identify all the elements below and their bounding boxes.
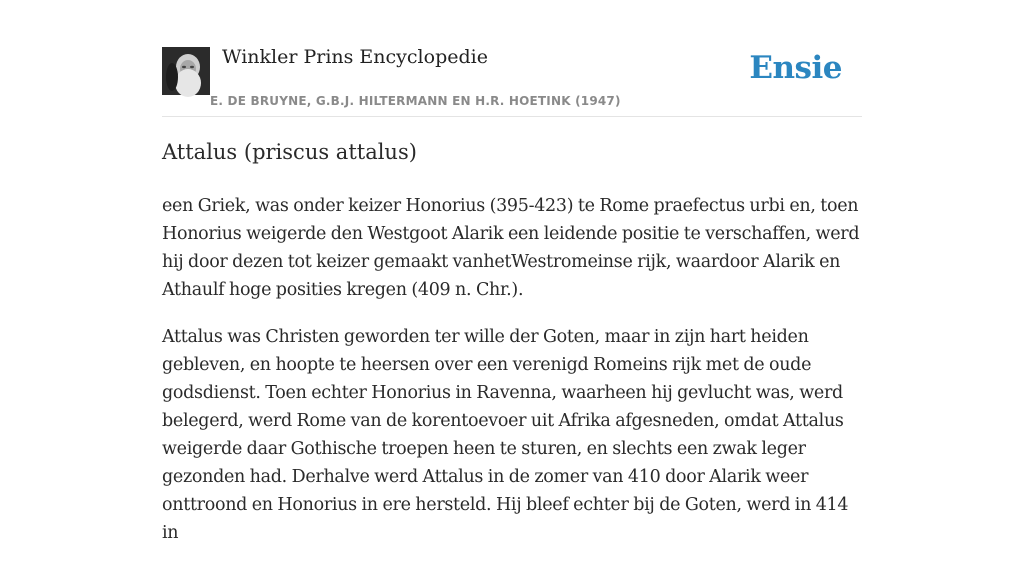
authors-byline: E. DE BRUYNE, G.B.J. HILTERMANN EN H.R. HOETINK (1947) [210, 94, 621, 108]
site-title[interactable]: Winkler Prins Encyclopedie [222, 46, 488, 68]
article-title: Attalus (priscus attalus) [162, 140, 417, 164]
avatar-portrait-icon [162, 47, 210, 95]
article-paragraph: een Griek, was onder keizer Honorius (395-423) te Rome praefectus urbi en, toen Honorius weigerde den Westgoot Alarik een leidende positie te verschaffen, werd hij door dezen tot keizer gemaakt vanhetWestromeinse rijk, waardoor Alarik en Athaulf hoge posities kregen (409 n. Chr.). [162, 196, 860, 300]
article-paragraph: Attalus was Christen geworden ter wille der Goten, maar in zijn hart heiden gebleven, en hoopte te heersen over een verenigd Romeins rijk met de oude godsdienst. Toen echter Honorius in Ravenna, waarheen hij gevlucht was, werd belegerd, werd Rome van de korentoevoer uit Afrika afgesneden, omdat Attalus weigerde daar Gothische troepen heen te sturen, en slechts een zwak leger gezonden had. Derhalve werd Attalus in de zomer van 410 door Alarik weer onttroond en Honorius in ere hersteld. Hij bleef echter bij de Goten, werd in 414 in [162, 327, 849, 543]
content-column [162, 0, 862, 543]
avatar[interactable] [162, 47, 210, 95]
article-body [162, 192, 862, 566]
header [162, 0, 862, 117]
brand-logo-link[interactable]: Ensie [749, 50, 842, 86]
